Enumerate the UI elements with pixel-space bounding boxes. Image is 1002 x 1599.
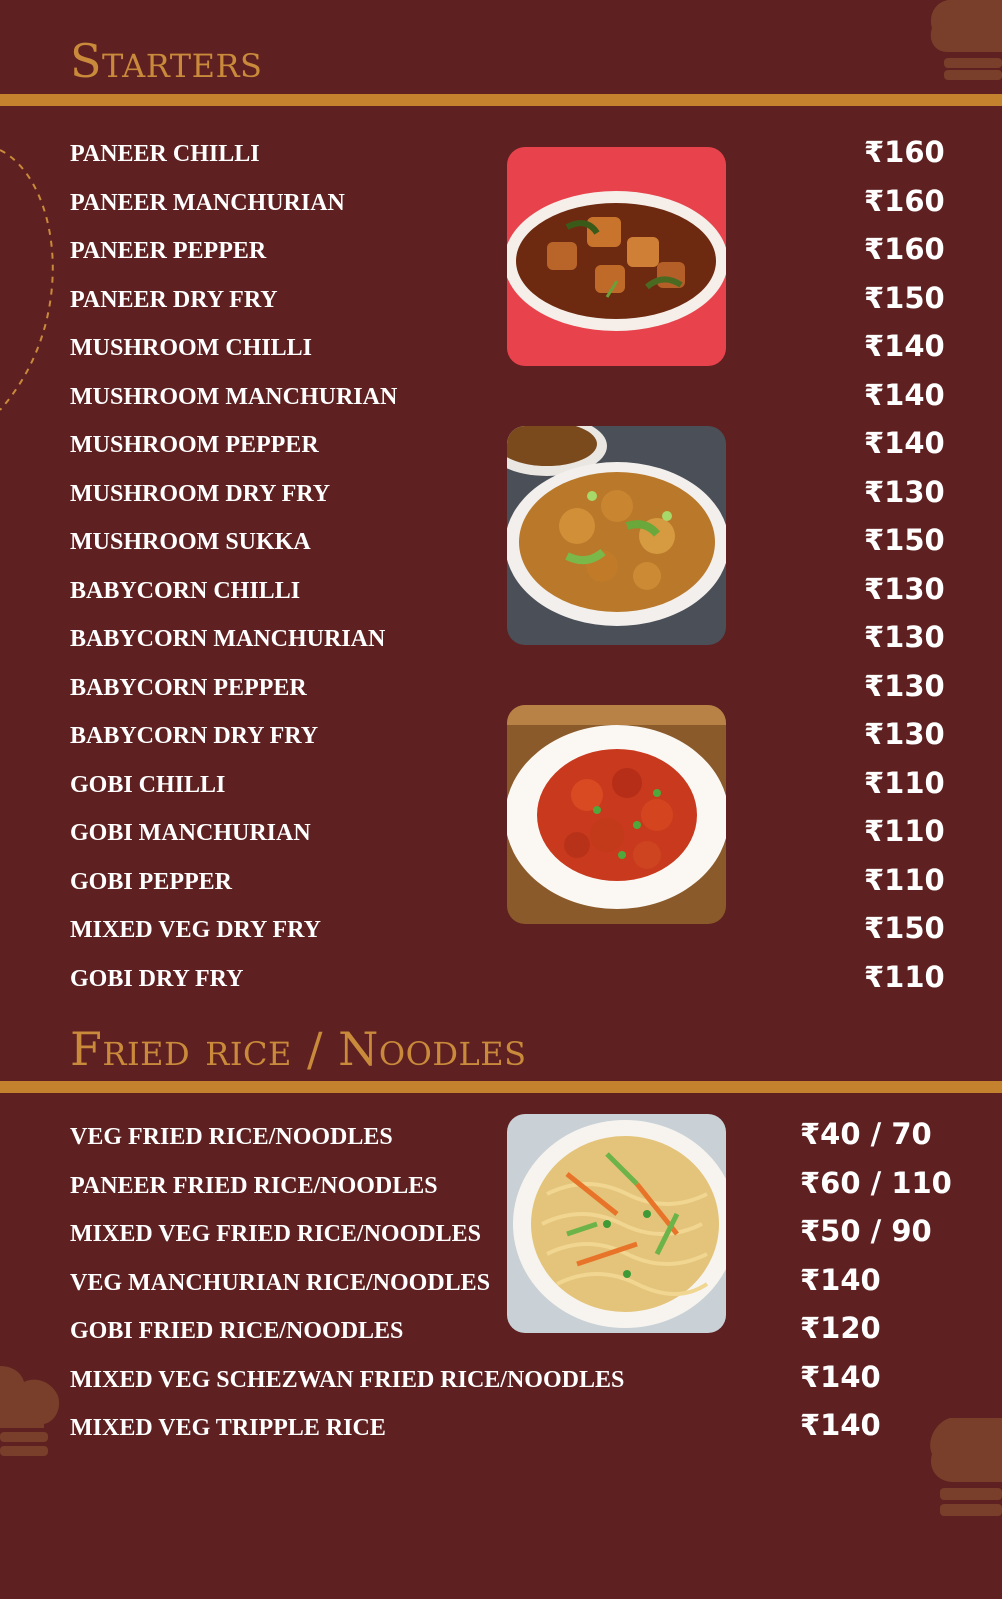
item-name: BABYCORN MANCHURIAN xyxy=(70,626,386,652)
item-name: PANEER CHILLI xyxy=(70,141,260,167)
item-price: ₹150 xyxy=(864,281,945,315)
chef-hat-icon xyxy=(926,1418,1002,1522)
item-price: ₹140 xyxy=(864,378,945,412)
item-price: ₹110 xyxy=(864,814,945,848)
item-price: ₹140 xyxy=(800,1408,881,1442)
item-name: VEG MANCHURIAN RICE/NOODLES xyxy=(70,1270,491,1296)
item-name: PANEER DRY FRY xyxy=(70,287,278,313)
item-price: ₹130 xyxy=(864,572,945,606)
item-price: ₹160 xyxy=(864,135,945,169)
item-price: ₹160 xyxy=(864,184,945,218)
item-price: ₹150 xyxy=(864,911,945,945)
item-name: MUSHROOM MANCHURIAN xyxy=(70,384,398,410)
chef-hat-icon xyxy=(0,1366,62,1460)
item-price: ₹130 xyxy=(864,475,945,509)
section-divider xyxy=(0,94,1002,106)
item-name: BABYCORN CHILLI xyxy=(70,578,301,604)
item-name: MUSHROOM DRY FRY xyxy=(70,481,331,507)
item-price: ₹130 xyxy=(864,669,945,703)
item-price: ₹160 xyxy=(864,232,945,266)
item-name: MUSHROOM SUKKA xyxy=(70,529,311,555)
item-name: PANEER FRIED RICE/NOODLES xyxy=(70,1173,438,1199)
item-name: MUSHROOM PEPPER xyxy=(70,432,319,458)
item-price: ₹40 / 70 xyxy=(800,1117,932,1151)
item-name: GOBI FRIED RICE/NOODLES xyxy=(70,1318,404,1344)
item-price: ₹130 xyxy=(864,717,945,751)
item-name: VEG FRIED RICE/NOODLES xyxy=(70,1124,393,1150)
item-price: ₹140 xyxy=(800,1360,881,1394)
item-price: ₹130 xyxy=(864,620,945,654)
dashed-arc-decoration xyxy=(0,140,80,420)
item-price: ₹110 xyxy=(864,863,945,897)
item-price: ₹140 xyxy=(800,1263,881,1297)
item-price: ₹60 / 110 xyxy=(800,1166,952,1200)
item-price: ₹50 / 90 xyxy=(800,1214,932,1248)
item-name: MIXED VEG FRIED RICE/NOODLES xyxy=(70,1221,481,1247)
item-name: GOBI CHILLI xyxy=(70,772,226,798)
item-price: ₹110 xyxy=(864,766,945,800)
section-title-fried-rice-noodles: Fried rice / Noodles xyxy=(70,1022,527,1076)
item-name: PANEER MANCHURIAN xyxy=(70,190,345,216)
item-price: ₹150 xyxy=(864,523,945,557)
item-name: GOBI DRY FRY xyxy=(70,966,244,992)
item-price: ₹140 xyxy=(864,426,945,460)
item-name: GOBI MANCHURIAN xyxy=(70,820,311,846)
veg-noodles-photo xyxy=(507,1114,726,1333)
chef-hat-icon xyxy=(928,0,1002,82)
gobi-chilli-photo xyxy=(507,705,726,924)
item-price: ₹120 xyxy=(800,1311,881,1345)
item-name: BABYCORN DRY FRY xyxy=(70,723,319,749)
item-name: MIXED VEG DRY FRY xyxy=(70,917,321,943)
item-price: ₹140 xyxy=(864,329,945,363)
item-name: GOBI PEPPER xyxy=(70,869,233,895)
mushroom-chilli-photo xyxy=(507,426,726,645)
item-name: MUSHROOM CHILLI xyxy=(70,335,313,361)
item-name: MIXED VEG TRIPPLE RICE xyxy=(70,1415,386,1441)
item-name: BABYCORN PEPPER xyxy=(70,675,307,701)
section-title-starters: Starters xyxy=(70,34,263,88)
item-name: MIXED VEG SCHEZWAN FRIED RICE/NOODLES xyxy=(70,1367,625,1393)
item-name: PANEER PEPPER xyxy=(70,238,267,264)
section-divider xyxy=(0,1081,1002,1093)
paneer-chilli-photo xyxy=(507,147,726,366)
item-price: ₹110 xyxy=(864,960,945,994)
